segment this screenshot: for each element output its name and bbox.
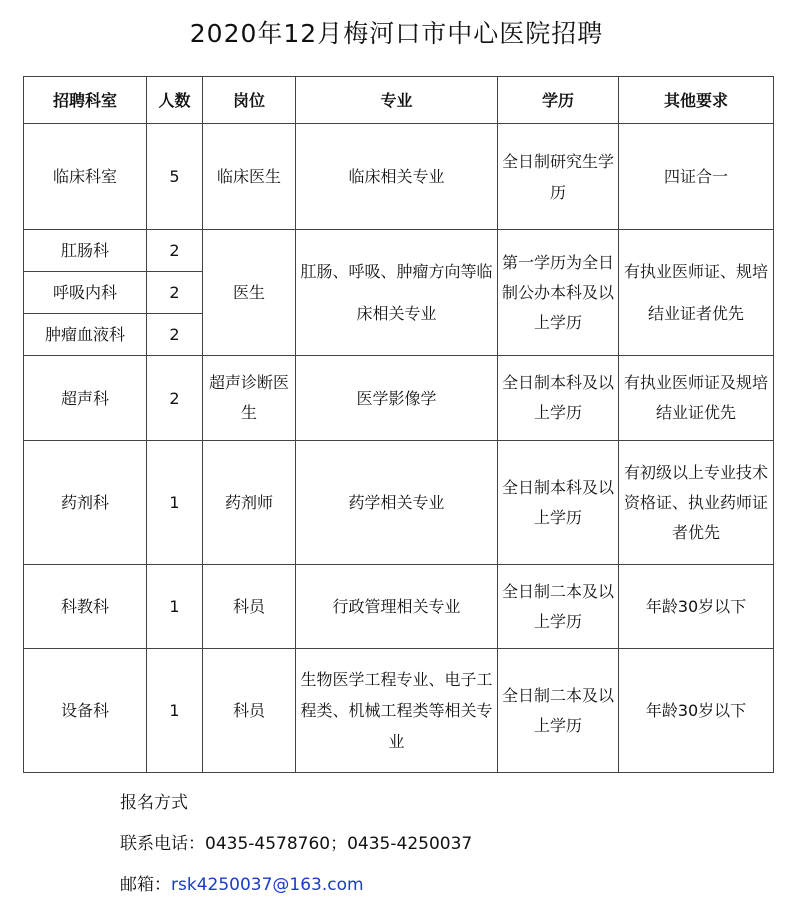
other-cell: 四证合一	[619, 124, 774, 230]
post-cell: 科员	[203, 649, 296, 773]
header-cell: 人数	[147, 77, 203, 124]
count-cell: 1	[147, 565, 203, 649]
count-cell: 2	[147, 314, 203, 356]
table-row	[24, 565, 774, 649]
dept-cell: 科教科	[24, 565, 147, 649]
other-cell: 有执业医师证、规培结业证者优先	[619, 230, 774, 356]
table-row	[24, 356, 774, 441]
dept-cell: 肿瘤血液科	[24, 314, 147, 356]
header-cell: 学历	[498, 77, 619, 124]
other-cell: 年龄30岁以下	[619, 565, 774, 649]
dept-cell: 肛肠科	[24, 230, 147, 272]
major-cell: 医学影像学	[296, 356, 498, 441]
table-row	[24, 230, 774, 272]
major-cell: 药学相关专业	[296, 441, 498, 565]
other-cell: 有执业医师证及规培结业证优先	[619, 356, 774, 441]
other-cell: 年龄30岁以下	[619, 649, 774, 773]
edu-cell: 全日制二本及以上学历	[498, 649, 619, 773]
edu-cell: 第一学历为全日制公办本科及以上学历	[498, 230, 619, 356]
other-cell: 有初级以上专业技术资格证、执业药师证者优先	[619, 441, 774, 565]
edu-cell: 全日制本科及以上学历	[498, 441, 619, 565]
count-cell: 2	[147, 272, 203, 314]
email-link[interactable]: rsk4250037@163.com	[171, 875, 364, 895]
post-cell: 临床医生	[203, 124, 296, 230]
dept-cell: 超声科	[24, 356, 147, 441]
count-cell: 2	[147, 230, 203, 272]
post-cell: 医生	[203, 230, 296, 356]
count-cell: 5	[147, 124, 203, 230]
table-row	[24, 124, 774, 230]
major-cell: 肛肠、呼吸、肿瘤方向等临床相关专业	[296, 230, 498, 356]
table-header-row	[24, 77, 774, 124]
post-cell: 超声诊断医生	[203, 356, 296, 441]
edu-cell: 全日制二本及以上学历	[498, 565, 619, 649]
header-cell: 岗位	[203, 77, 296, 124]
dept-cell: 药剂科	[24, 441, 147, 565]
contact-phone	[120, 829, 472, 854]
edu-cell: 全日制研究生学历	[498, 124, 619, 230]
table-row	[24, 649, 774, 773]
dept-cell: 呼吸内科	[24, 272, 147, 314]
count-cell: 1	[147, 441, 203, 565]
dept-cell: 临床科室	[24, 124, 147, 230]
count-cell: 2	[147, 356, 203, 441]
header-cell: 其他要求	[619, 77, 774, 124]
post-cell: 药剂师	[203, 441, 296, 565]
recruitment-table	[23, 76, 774, 773]
major-cell: 行政管理相关专业	[296, 565, 498, 649]
edu-cell: 全日制本科及以上学历	[498, 356, 619, 441]
header-cell: 招聘科室	[24, 77, 147, 124]
signup-heading: 报名方式	[120, 793, 188, 813]
phone-label: 联系电话：	[120, 834, 205, 854]
email-label: 邮箱：	[120, 875, 171, 895]
contact-email	[120, 870, 364, 895]
post-cell: 科员	[203, 565, 296, 649]
table-row	[24, 441, 774, 565]
phone-value: 0435-4578760；0435-4250037	[205, 834, 473, 854]
major-cell: 生物医学工程专业、电子工程类、机械工程类等相关专业	[296, 649, 498, 773]
major-cell: 临床相关专业	[296, 124, 498, 230]
header-cell: 专业	[296, 77, 498, 124]
dept-cell: 设备科	[24, 649, 147, 773]
page-title: 2020年12月梅河口市中心医院招聘	[189, 19, 604, 48]
count-cell: 1	[147, 649, 203, 773]
